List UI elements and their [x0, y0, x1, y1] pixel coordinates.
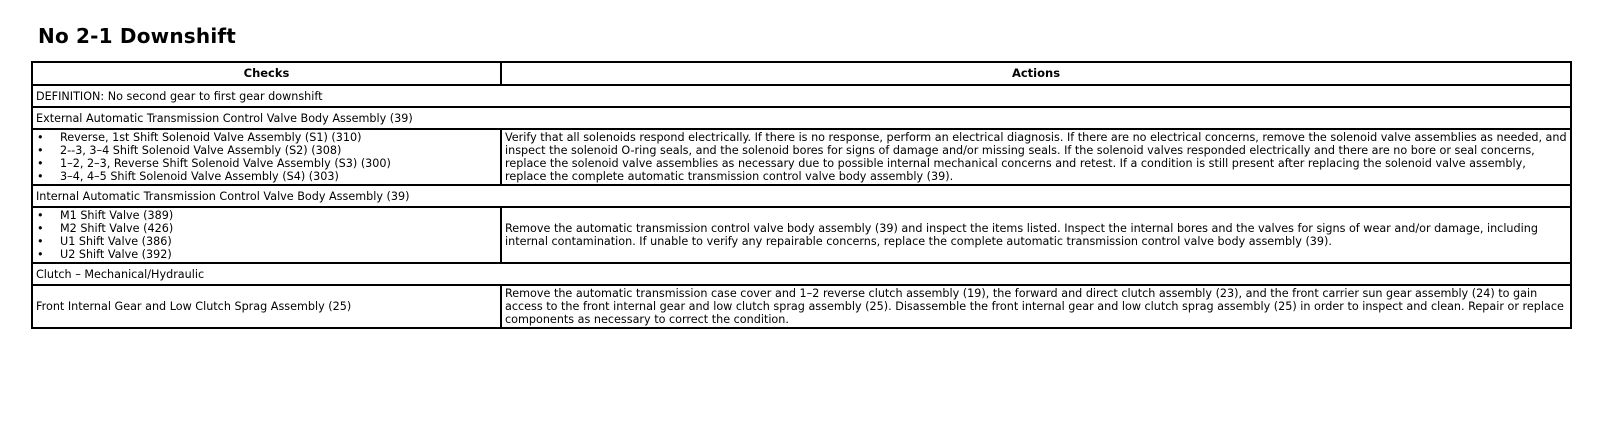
list-item: • M1 Shift Valve (389) [36, 209, 497, 222]
action-text: Verify that all solenoids respond electrically. If there is no response, perform an electrical diagnosis. If there are no electrical concerns, remove the solenoid valve assemblies as needed, and inspect the solenoid O-ring seals, and the solenoid bores for signs of damage and/or missing seals. If the solenoid valves responded electrically and there are no bore or seal concerns, replace the solenoid valve assemblies as necessary due to possible internal mechanical concerns and retest. If a condition is still present after replacing the solenoid valve assembly, replace the complete automatic transmission control valve body assembly (39). [501, 129, 1571, 185]
section-heading-row [32, 263, 1571, 285]
definition-text: DEFINITION: No second gear to first gear downshift [32, 85, 1571, 107]
list-item: • U1 Shift Valve (386) [36, 235, 497, 248]
list-item: • 1–2, 2–3, Reverse Shift Solenoid Valve Assembly (S3) (300) [36, 157, 497, 170]
list-item: • Reverse, 1st Shift Solenoid Valve Assembly (S1) (310) [36, 131, 497, 144]
list-item: • U2 Shift Valve (392) [36, 248, 497, 261]
table-row [32, 207, 1571, 263]
action-text: Remove the automatic transmission case cover and 1–2 reverse clutch assembly (19), the forward and direct clutch assembly (23), and the front carrier sun gear assembly (24) to gain access to the front internal gear and low clutch sprag assembly (25). Disassemble the front internal gear and low clutch sprag assembly (25) in order to inspect and clean. Repair or replace components as necessary to correct the condition. [501, 285, 1571, 328]
page-title: No 2-1 Downshift [38, 24, 237, 48]
diagnosis-table [31, 61, 1572, 329]
checks-list [36, 209, 497, 261]
section-heading: Internal Automatic Transmission Control Valve Body Assembly (39) [32, 185, 1571, 207]
section-heading: Clutch – Mechanical/Hydraulic [32, 263, 1571, 285]
checks-cell [32, 129, 501, 185]
table-row [32, 285, 1571, 328]
list-item: • M2 Shift Valve (426) [36, 222, 497, 235]
section-heading: External Automatic Transmission Control Valve Body Assembly (39) [32, 107, 1571, 129]
section-heading-row [32, 185, 1571, 207]
list-item: • 3–4, 4–5 Shift Solenoid Valve Assembly (S4) (303) [36, 170, 497, 183]
action-text: Remove the automatic transmission control valve body assembly (39) and inspect the items listed. Inspect the internal bores and the valves for signs of wear and/or damage, including internal contamination. If unable to verify any repairable concerns, replace the complete automatic transmission control valve body assembly (39). [501, 207, 1571, 263]
header-row [32, 62, 1571, 85]
definition-row [32, 85, 1571, 107]
actions-header: Actions [501, 62, 1571, 85]
checks-header: Checks [32, 62, 501, 85]
checks-list [36, 131, 497, 183]
checks-cell [32, 207, 501, 263]
check-text: Front Internal Gear and Low Clutch Sprag Assembly (25) [32, 285, 501, 328]
table-row [32, 129, 1571, 185]
list-item: • 2--3, 3–4 Shift Solenoid Valve Assembly (S2) (308) [36, 144, 497, 157]
section-heading-row [32, 107, 1571, 129]
